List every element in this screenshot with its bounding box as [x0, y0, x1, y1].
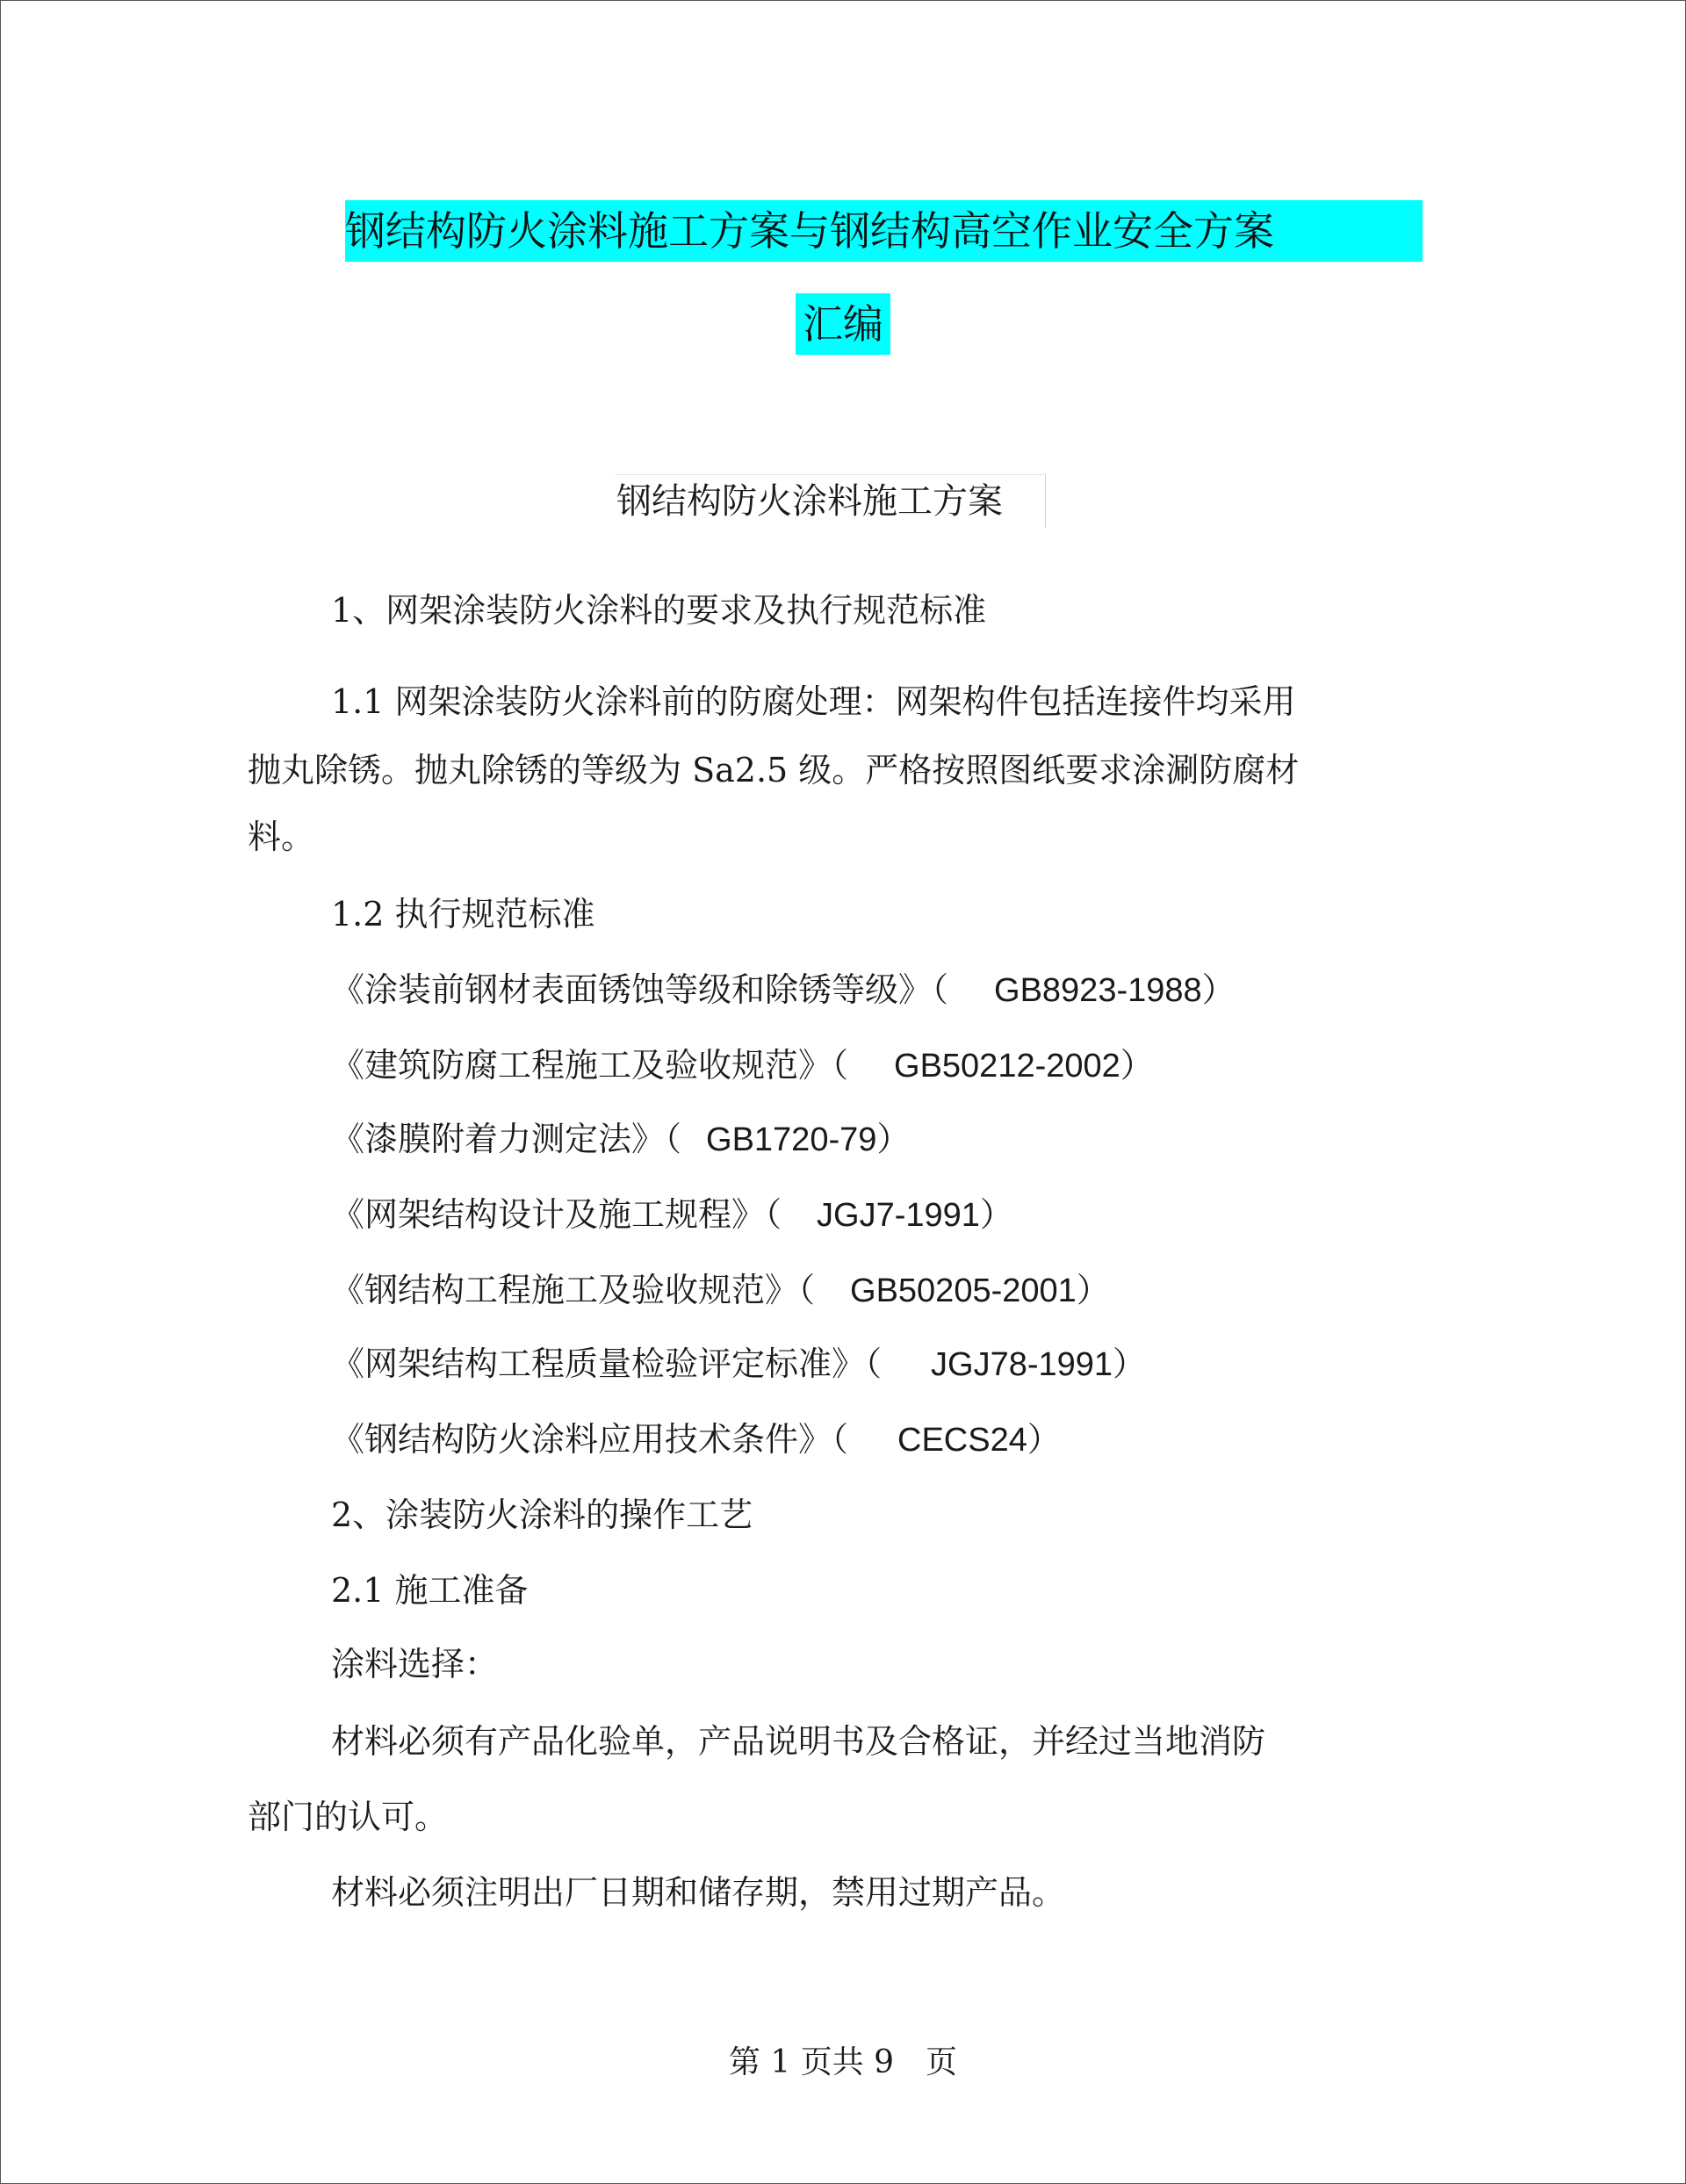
standard-item: [331, 1263, 1110, 1311]
section-1-heading: 1、网架涂装防火涂料的要求及执行规范标准: [331, 591, 987, 630]
section-2-heading: 2、涂装防火涂料的操作工艺: [331, 1496, 753, 1534]
standard-name: 《网架结构设计及施工规程》（: [331, 1195, 782, 1234]
standard-name: 《钢结构防火涂料应用技术条件》（: [331, 1420, 849, 1459]
section-subtitle: 钢结构防火涂料施工方案: [615, 474, 1046, 528]
title-line-1: 钢结构防火涂料施工方案与钢结构高空作业安全方案: [345, 200, 1423, 262]
standard-code: GB50205-2001）: [850, 1272, 1110, 1309]
material-paragraph-line-2: 部门的认可。: [248, 1798, 449, 1836]
standard-code: GB1720-79）: [706, 1121, 911, 1158]
standard-code: GB8923-1988）: [994, 972, 1236, 1009]
standard-name: 《网架结构工程质量检验评定标准》（: [331, 1344, 883, 1383]
standard-name: 《涂装前钢材表面锈蚀等级和除锈等级》（: [331, 970, 949, 1009]
paragraph-1-1-line-2: 抛丸除锈。抛丸除锈的等级为 Sa2.5 级。严格按照图纸要求涂涮防腐材: [248, 751, 1300, 789]
standard-item: [331, 1187, 1013, 1236]
standard-name: 《建筑防腐工程施工及验收规范》（: [331, 1046, 849, 1085]
standard-item: [331, 1412, 1061, 1460]
material-paragraph-line-1: 材料必须有产品化验单，产品说明书及合格证，并经过当地消防: [331, 1722, 1266, 1761]
standard-name: 《钢结构工程施工及验收规范》（: [331, 1271, 816, 1309]
standard-item: [331, 1112, 910, 1160]
standard-item: [331, 1337, 1146, 1385]
section-1-2-heading: 1.2 执行规范标准: [331, 895, 595, 933]
section-2-1-heading: 2.1 施工准备: [331, 1571, 529, 1610]
paragraph-1-1-line-3: 料。: [248, 818, 315, 856]
standard-item: [331, 962, 1236, 1011]
standard-item: [331, 1038, 1154, 1086]
page-footer: 第 1 页共 9 页: [728, 2044, 958, 2080]
material-paragraph-line-3: 材料必须注明出厂日期和储存期，禁用过期产品。: [331, 1873, 1066, 1912]
standard-name: 《漆膜附着力测定法》（: [331, 1120, 682, 1158]
standard-code: GB50212-2002）: [894, 1048, 1154, 1085]
paragraph-1-1-line-1: 1.1 网架涂装防火涂料前的防腐处理：网架构件包括连接件均采用: [331, 682, 1296, 721]
standard-code: JGJ7-1991）: [817, 1197, 1013, 1234]
standard-code: CECS24）: [897, 1422, 1061, 1459]
coating-selection-label: 涂料选择：: [331, 1645, 499, 1683]
title-line-2: 汇编: [796, 293, 890, 355]
standard-code: JGJ78-1991）: [931, 1346, 1147, 1383]
